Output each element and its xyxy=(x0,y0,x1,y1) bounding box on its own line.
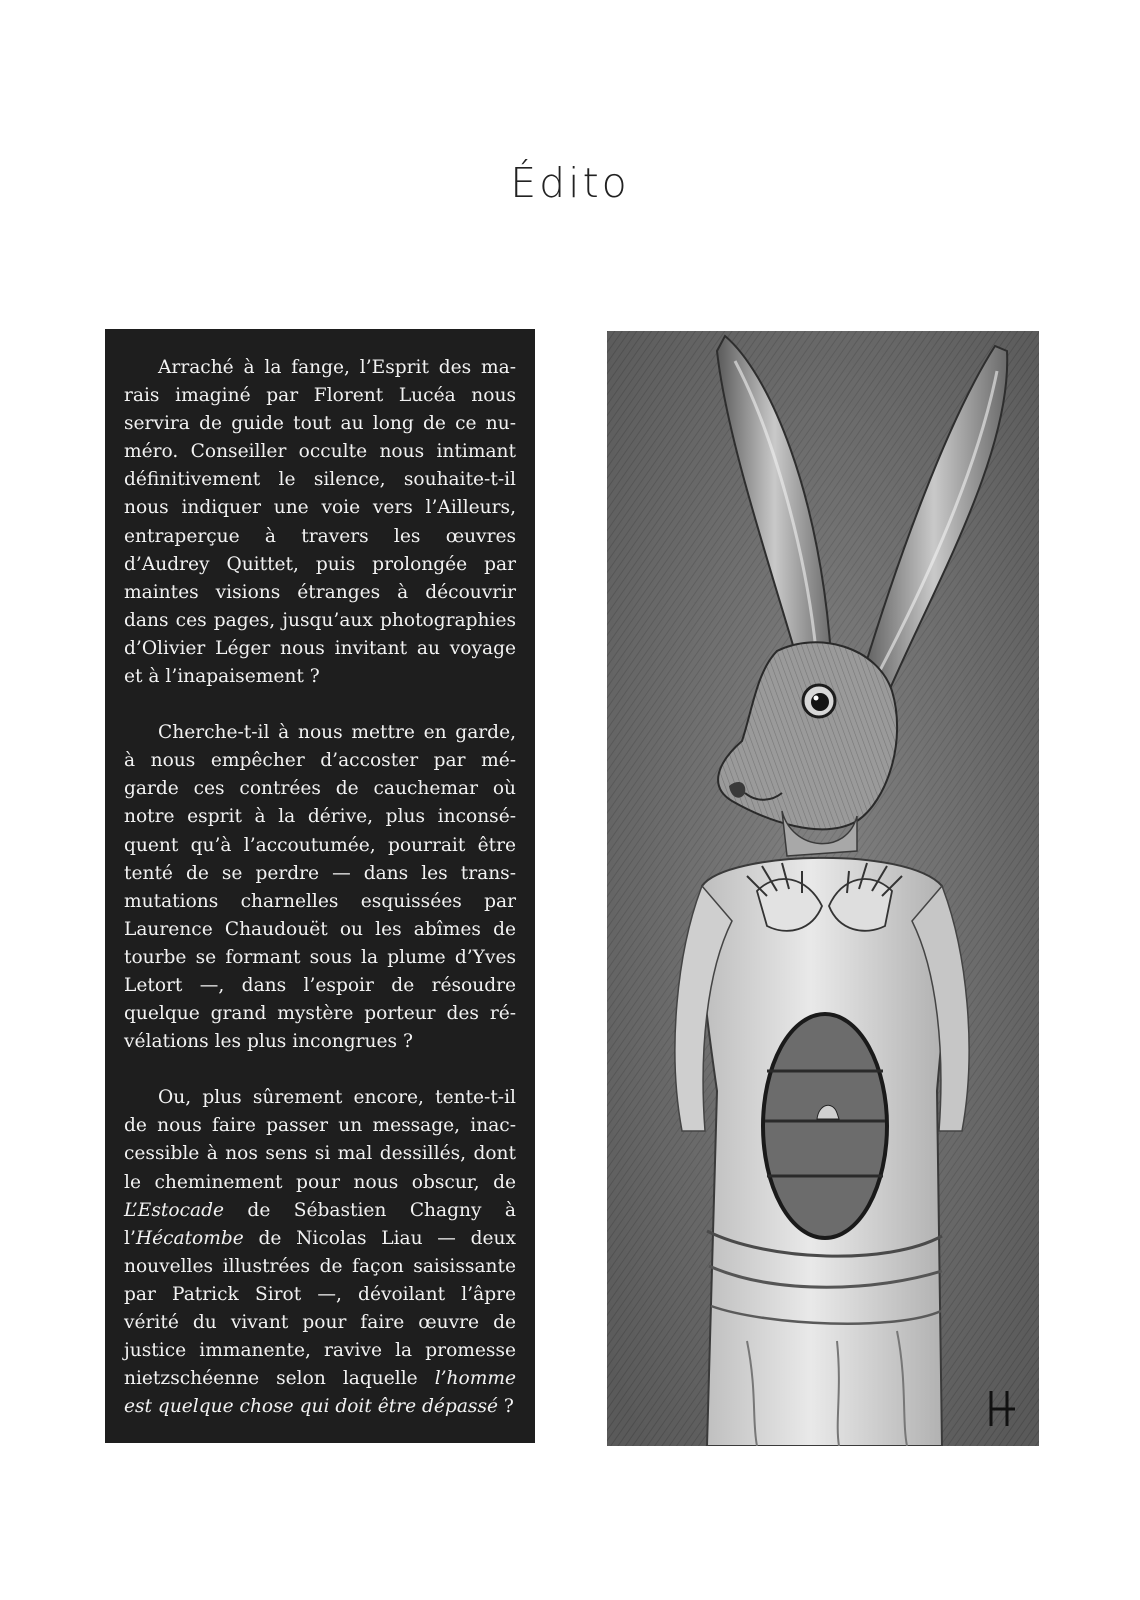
title-hecatombe: Hécatombe xyxy=(135,1227,244,1249)
page-title: Édito xyxy=(510,159,630,208)
paragraph-3-text-b: de Sébastien Chagny à l’ xyxy=(124,1199,516,1249)
paragraph-3-text-d: ? xyxy=(498,1396,514,1418)
paragraph-3-text-a: Ou, plus sûrement encore, tente-t-il de nous faire passer un message, inac-cessible à nos sens si mal dessillés, dont le cheminement pour nous obscur, de xyxy=(124,1087,516,1193)
edito-paragraph-3 xyxy=(124,1084,516,1421)
nietzsche-quote: l’homme est quelque chose qui doit être dépassé xyxy=(124,1368,516,1418)
hare-illustration-svg xyxy=(607,331,1039,1446)
paragraph-3-text-c: de Nicolas Liau — deux nouvelles illustrées de façon saisissante par Patrick Sirot —, dévoilant l’âpre vérité du vivant pour faire œuvre de justice immanente, ravive la promesse nietzschéenne selon laquelle xyxy=(124,1227,516,1390)
title-lestocade: L’Estocade xyxy=(124,1199,224,1221)
edito-paragraph-1: Arraché à la fange, l’Esprit des ma-rais imaginé par Florent Lucéa nous servira de guide tout au long de ce nu-méro. Conseiller occulte nous intimant définitivement le silence, souhaite-t-il nous indiquer une voie vers l’Ailleurs, entraperçue à travers les œuvres d’Audrey Quittet, puis prolongée par maintes visions étranges à découvrir dans ces pages, jusqu’aux photographies d’Olivier Léger nous invitant au voyage et à l’inapaisement ? xyxy=(124,357,516,688)
edito-paragraph-2: Cherche-t-il à nous mettre en garde, à nous empêcher d’accoster par mé-garde ces contrées de cauchemar où notre esprit à la dérive, plus inconsé-quent qu’à l’accoutumée, pourrait être tenté de se perdre — dans les trans-mutations charnelles esquissées par Laurence Chaudouët ou les abîmes de tourbe se formant sous la plume d’Yves Letort —, dans l’espoir de résoudre quelque grand mystère porteur des ré-vélations les plus incongrues ? xyxy=(124,722,516,1053)
hare-figure-illustration xyxy=(607,331,1039,1446)
edito-text-box xyxy=(105,329,535,1443)
